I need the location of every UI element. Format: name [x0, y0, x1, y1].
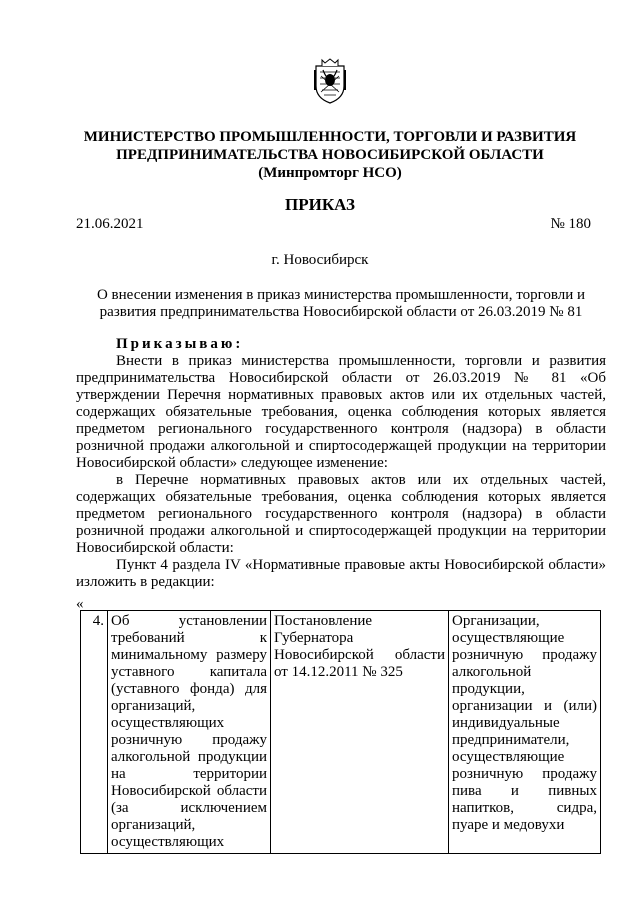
acts-table	[80, 610, 601, 854]
order-directive: Приказываю:	[116, 336, 244, 352]
ministry-name-line2: ПРЕДПРИНИМАТЕЛЬСТВА НОВОСИБИРСКОЙ ОБЛАСТИ	[116, 147, 544, 163]
table-row	[81, 611, 601, 854]
subjects-cell: Организации, осуществляющие розничную продажу алкогольной продукции, организации и (или) индивидуальные предприниматели, осуществляющие розничную продажу пива и пивных напитков, сидра, пуаре и медовухи	[449, 611, 601, 854]
order-subject: О внесении изменения в приказ министерства промышленности, торговли и развития предпринимательства Новосибирской области от 26.03.2019 № 81	[96, 287, 586, 320]
ministry-header	[60, 128, 600, 182]
row-number: 4.	[81, 611, 108, 854]
ministry-name-line1: МИНИСТЕРСТВО ПРОМЫШЛЕННОСТИ, ТОРГОВЛИ И РАЗВИТИЯ	[83, 129, 577, 145]
opening-quote: «	[76, 596, 84, 612]
coat-of-arms-icon	[313, 58, 347, 104]
act-reference-cell: Постановление Губернатора Новосибирской области от 14.12.2011 № 325	[271, 611, 449, 854]
order-city: г. Новосибирск	[271, 252, 369, 268]
paragraph-3: Пункт 4 раздела IV «Нормативные правовые акты Новосибирской области» изложить в редакции:	[76, 557, 606, 590]
order-number: № 180	[550, 216, 591, 232]
act-title-cell: Об установлении требований к минимальному размеру уставного капитала (уставного фонда) для организаций, осуществляющих розничную продажу алкогольной продукции на территории Новосибирской области (за исключением организаций, осуществляющих	[108, 611, 271, 854]
document-title: ПРИКАЗ	[285, 195, 355, 214]
order-body	[76, 336, 606, 591]
order-date: 21.06.2021	[76, 216, 144, 232]
ministry-short-name: (Минпромторг НСО)	[258, 165, 402, 181]
paragraph-1: Внести в приказ министерства промышленности, торговли и развития предпринимательства Новосибирской области от 26.03.2019 № 81 «Об утверждении Перечня нормативных правовых актов или их отдельных частей, содержащих обязательные требования, оценка соблюдения которых является предметом регионального государственного контроля (надзора) в области розничной продажи алкогольной и спиртосодержащей продукции на территории Новосибирской области» следующее изменение:	[76, 353, 606, 471]
paragraph-2: в Перечне нормативных правовых актов или их отдельных частей, содержащих обязательные требования, оценка соблюдения которых является предметом регионального государственного контроля (надзора) в области розничной продажи алкогольной и спиртосодержащей продукции на территории Новосибирской области:	[76, 472, 606, 556]
